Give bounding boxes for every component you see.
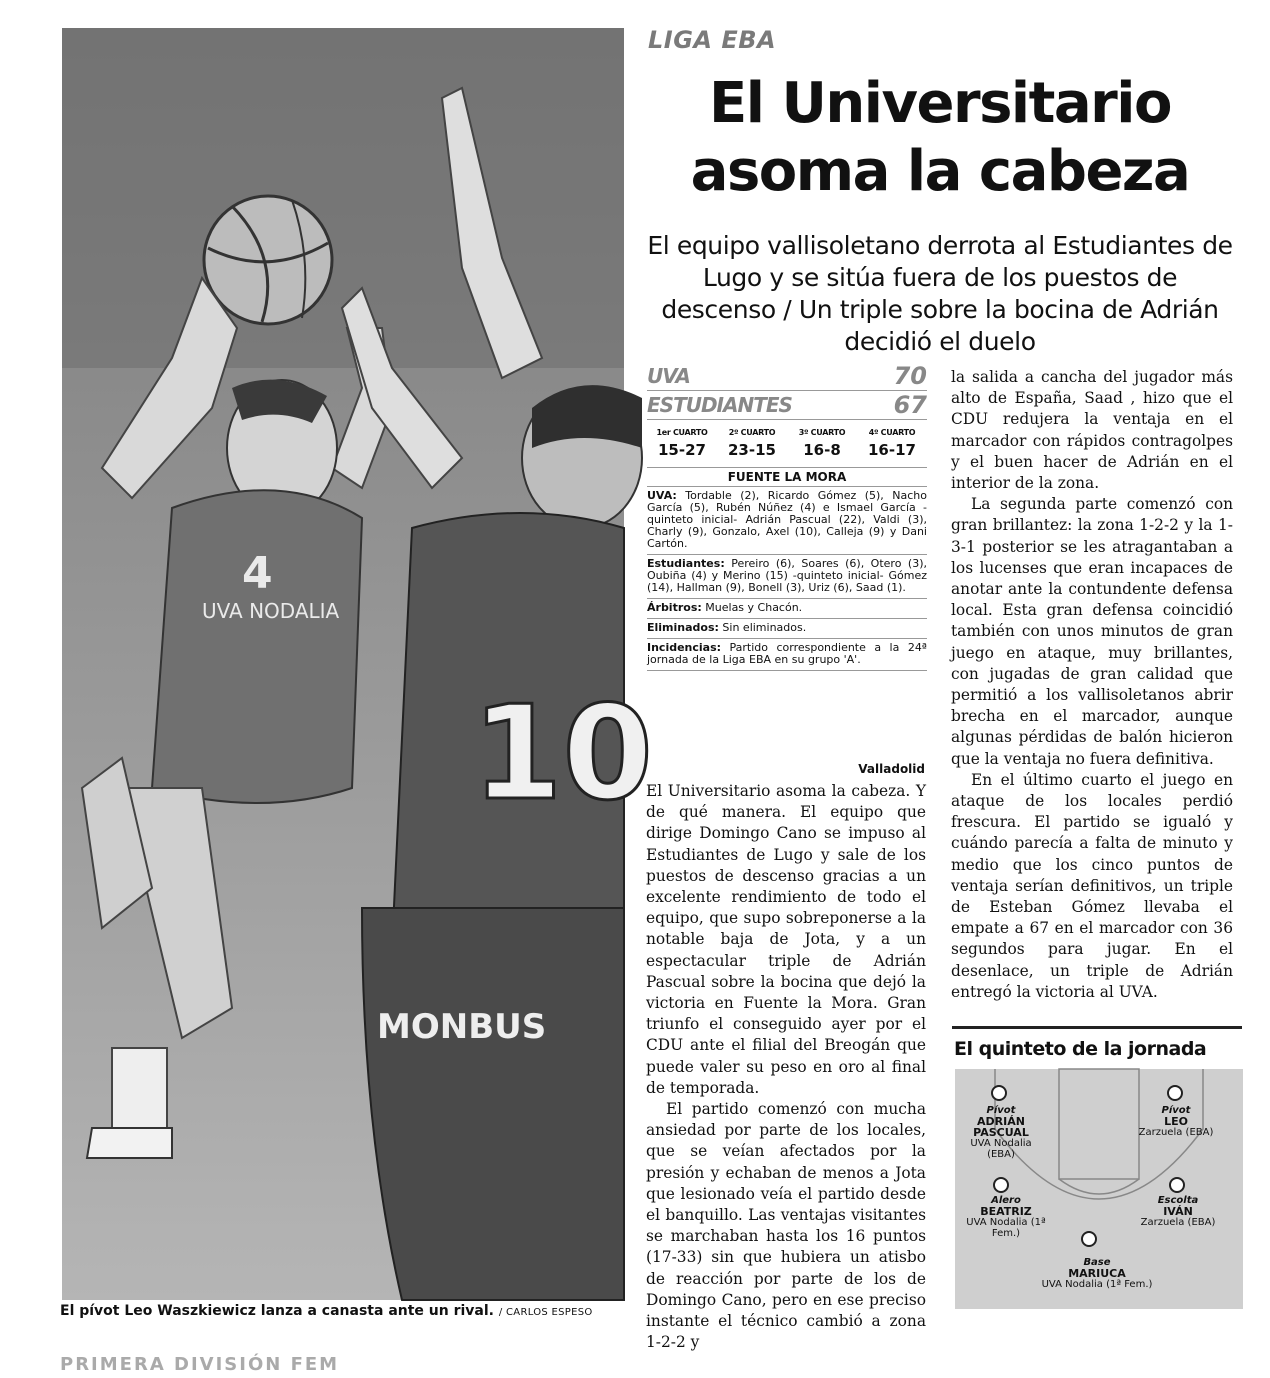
body-column-left [646, 781, 926, 1353]
eliminated-value: Sin eliminados. [722, 621, 807, 634]
quarter-score: 23-15 [728, 441, 776, 459]
player-team: Zarzuela (EBA) [1138, 1127, 1214, 1138]
incidents-text: Partido correspondiente a la 24ª jornada de la Liga EBA en su grupo 'A'. [647, 641, 927, 666]
venue: FUENTE LA MORA [647, 467, 927, 487]
player-position: Pívot [986, 1105, 1016, 1116]
caption-text: El pívot Leo Waszkiewicz lanza a canasta ante un rival. [60, 1303, 494, 1319]
headline: El Universitario asoma la cabeza [690, 71, 1190, 204]
player-team: UVA Nodalia (1ª Fem.) [1041, 1279, 1153, 1290]
player-position: Escolta [1157, 1195, 1199, 1206]
body-paragraph: El Universitario asoma la cabeza. Y de qué manera. El equipo que dirige Domingo Cano se impuso al Estudiantes de Lugo y sale de los puestos de descenso gracias a un excelente rendimiento de todo el equipo, que supo sobreponerse a la notable baja de Jota, y a un espectacular triple de Adrián Pascual sobre la bocina que dejó la victoria en Fuente la Mora. Gran triunfo el conseguido ayer por el CDU ante el filial del Breogán que puede valer su peso en oro al final de temporada. [646, 782, 926, 1097]
away-team-name: ESTUDIANTES [647, 393, 792, 417]
referees-names: Muelas y Chacón. [705, 601, 803, 614]
player-position: Alero [991, 1195, 1021, 1206]
quarter-score: 16-17 [868, 441, 916, 459]
eliminated-label: Eliminados: [647, 621, 719, 634]
incidents-label: Incidencias: [647, 641, 722, 654]
player-team: UVA Nodalia (1ª Fem.) [966, 1217, 1046, 1239]
home-team-name: UVA [647, 364, 690, 388]
photo-illustration [62, 28, 653, 1300]
quarter-label: 3º CUARTO [798, 428, 846, 437]
estudiantes-lineup [647, 555, 927, 599]
quarter-score: 16-8 [803, 441, 841, 459]
subheadline: El equipo vallisoletano derrota al Estudiantes de Lugo y se sitúa fuera de los puestos de descenso / Un triple sobre la bocina de Adrián decidió el duelo [647, 231, 1233, 356]
eliminated [647, 619, 927, 639]
quarter-scores [647, 428, 927, 459]
quarter-label: 4º CUARTO [868, 428, 916, 437]
body-column-right [951, 367, 1233, 1003]
player-name: ADRIÁN PASCUAL [973, 1115, 1029, 1139]
quarter-3 [787, 428, 857, 459]
player-name: LEO [1164, 1115, 1188, 1128]
player-base [1033, 1257, 1161, 1290]
player-name: MARIUCA [1068, 1267, 1126, 1280]
player-position: Pívot [1161, 1105, 1191, 1116]
shorts-sponsor: MONBUS [377, 1007, 547, 1047]
jersey-number-left: 4 [242, 548, 273, 599]
quarter-4 [857, 428, 927, 459]
player-escolta [1133, 1195, 1223, 1228]
body-paragraph: En el último cuarto el juego en ataque de los locales perdió frescura. El partido se igualó y cuándo parecía a falta de minuto y medio que los cinco puntos de ventaja serían definitivos, un triple de Esteban Gómez llevaba el empate a 67 en el marcador con 36 segundos para jugar. En el desenlace, un triple de Adrián entregó la victoria al UVA. [951, 770, 1233, 1001]
player-team: UVA Nodalia (EBA) [970, 1138, 1032, 1160]
shirt-text: UVA NODALIA [202, 599, 340, 623]
divider [952, 1026, 1242, 1029]
quarter-label: 2º CUARTO [728, 428, 776, 437]
photo-credit: / CARLOS ESPESO [498, 1307, 593, 1318]
player-team: Zarzuela (EBA) [1140, 1217, 1216, 1228]
away-team-row [647, 391, 927, 420]
player-alero [955, 1195, 1057, 1239]
section-kicker: LIGA EBA [648, 26, 777, 54]
uva-label: UVA: [647, 489, 677, 502]
away-team-score: 67 [893, 391, 927, 419]
body-paragraph: la salida a cancha del jugador más alto de España, Saad , hizo que el CDU redujera la ventaja en el marcador con rápidos contragolpes y el buen hacer de Adrián en el interior de la zona. [951, 368, 1233, 493]
game-photo [62, 28, 653, 1300]
jersey-number-right: 10 [472, 677, 653, 829]
player-position: Base [1083, 1257, 1111, 1268]
player-name: BEATRIZ [980, 1205, 1032, 1218]
next-section-header-cut: PRIMERA DIVISIÓN FEM [60, 1354, 340, 1375]
quarter-score: 15-27 [658, 441, 706, 459]
body-paragraph: El partido comenzó con mucha ansiedad por parte de los locales, que se veían afectados por la presión y echaban de menos a Jota que lesionado veía el partido desde el banquillo. Las ventajas visitantes se marchaban hasta los 16 puntos (17-33) sin que hubiera un atisbo de reacción por parte de los de Domingo Cano, pero en ese preciso instante el técnico cambió a zona 1-2-2 y [646, 1100, 926, 1352]
referees-label: Árbitros: [647, 601, 702, 614]
court-graphic [955, 1069, 1243, 1309]
home-team-row [647, 362, 927, 391]
home-team-score: 70 [893, 362, 927, 390]
uva-lineup [647, 487, 927, 555]
referees [647, 599, 927, 619]
player-name: IVÁN [1163, 1205, 1193, 1218]
scoreboard [647, 362, 927, 671]
dateline: Valladolid [858, 762, 925, 776]
player-pivot-2 [1131, 1105, 1221, 1138]
quarter-1 [647, 428, 717, 459]
player-pivot-1 [955, 1105, 1047, 1160]
quinteto-title: El quinteto de la jornada [954, 1038, 1207, 1060]
estudiantes-label: Estudiantes: [647, 557, 725, 570]
quarter-label: 1er CUARTO [656, 428, 708, 437]
estudiantes-players: Pereiro (6), Soares (6), Otero (3), Oubiña (4) y Merino (15) -quinteto inicial- Gómez (14), Hallman (9), Bonell (3), Uriz (6), Saad (1). [647, 557, 928, 594]
body-paragraph: La segunda parte comenzó con gran brillantez: la zona 1-2-2 y la 1-3-1 posterior se les atragantaban a los lucenses que eran incapaces de anotar ante la contundente defensa local. Esta gran defensa coincidió también con unos minutos de gran juego en ataque, muy brillantes, con jugadas de gran calidad que permitió a los vallisoletanos abrir brecha en el marcador, aunque algunas pérdidas de balón hicieron que la ventaja no fuera definitiva. [951, 495, 1233, 768]
basketball [204, 196, 332, 324]
uva-players: Tordable (2), Ricardo Gómez (5), Nacho García (5), Rubén Núñez (4) e Ismael García -quinteto inicial- Adrián Pascual (22), Valdi (3), Charly (9), Gonzalo, Axel (10), Calleja (9) y Dani Cartón. [647, 489, 927, 550]
quarter-2 [717, 428, 787, 459]
incidents [647, 639, 927, 671]
photo-caption [60, 1303, 640, 1319]
